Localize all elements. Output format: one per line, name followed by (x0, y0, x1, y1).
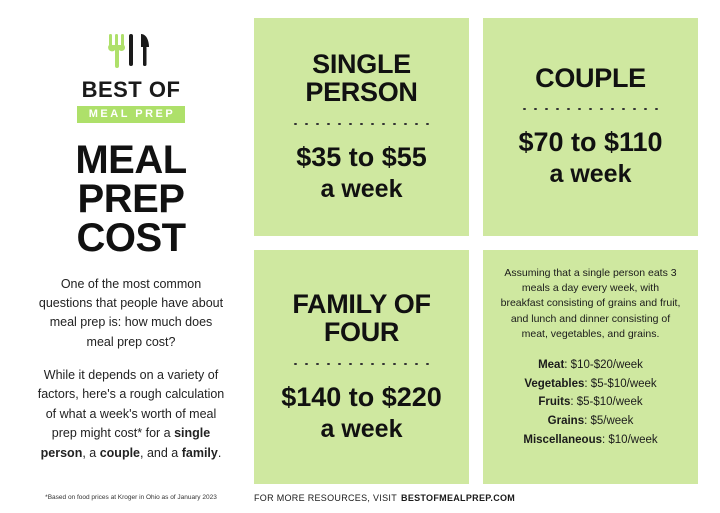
brand-sub-label: MEAL PREP (77, 106, 185, 123)
footer-text: FOR MORE RESOURCES, VISIT (254, 493, 398, 503)
cost-card-grid (254, 18, 698, 484)
cost-card-period: a week (320, 174, 403, 203)
list-item (523, 356, 657, 375)
right-column (240, 18, 698, 503)
page-title: MEAL PREP COST (75, 138, 187, 261)
intro-text (35, 275, 227, 463)
intro-p2-part-e: , and a (140, 445, 182, 460)
dotted-divider (516, 106, 665, 112)
assumption-label: Fruits (538, 396, 571, 409)
cost-card-title: FAMILY OF FOUR (292, 288, 431, 348)
cost-card-amount: $140 to $220 (281, 381, 442, 412)
brand-top-label: BEST OF (81, 77, 181, 102)
cost-card-family-of-four (254, 250, 469, 484)
intro-p2-couple: couple (99, 445, 141, 460)
intro-paragraph-1: One of the most common questions that people have about meal prep is: how much does meal prep cost? (38, 276, 224, 349)
assumption-value: : $5/week (584, 414, 634, 427)
cost-card-amount: $35 to $55 (296, 141, 427, 172)
footnote: *Based on food prices at Kroger in Ohio as of January 2023 (45, 494, 217, 501)
intro-p2-family: family (181, 445, 218, 460)
dotted-divider (287, 121, 436, 127)
assumption-label: Vegetables (524, 377, 585, 390)
list-item (523, 393, 657, 412)
utensils-icon (103, 32, 159, 73)
intro-p2-part-g: . (217, 445, 222, 460)
assumption-label: Meat (538, 359, 565, 372)
list-item (523, 412, 657, 431)
assumptions-text: Assuming that a single person eats 3 meals a day every week, with breakfast consisting of grains and fruit, and lunch and dinner consisting of meat, vegetables, and grains. (500, 267, 681, 340)
cost-card-couple (483, 18, 698, 236)
cost-card-title: COUPLE (535, 63, 646, 94)
assumption-value: : $5-$10/week (570, 396, 643, 409)
cost-card-single-person (254, 18, 469, 236)
assumptions-list (523, 356, 657, 449)
cost-card-title: SINGLE PERSON (305, 48, 418, 108)
brand-logo (77, 32, 185, 123)
intro-p2-part-c: , a (82, 445, 100, 460)
footer (254, 484, 698, 503)
assumption-label: Grains (547, 414, 585, 427)
list-item (523, 431, 657, 450)
left-column (22, 18, 240, 503)
assumptions-card (483, 250, 698, 484)
intro-p2-part-a: While it depends on a variety of factors, here's a rough calculation of what a week's worth of meal prep might cost* for a (37, 368, 225, 441)
assumption-value: : $10/week (602, 433, 658, 446)
intro-paragraph-2 (35, 366, 227, 463)
assumption-label: Miscellaneous (523, 433, 602, 446)
cost-card-period: a week (549, 160, 632, 189)
assumption-value: : $5-$10/week (584, 377, 657, 390)
list-item (523, 375, 657, 394)
cost-card-period: a week (320, 414, 403, 443)
intro-p2-single-person: single person (40, 426, 211, 460)
cost-card-amount: $70 to $110 (518, 127, 663, 158)
assumption-value: : $10-$20/week (564, 359, 643, 372)
dotted-divider (287, 361, 436, 367)
footer-website-link[interactable]: BESTOFMEALPREP.COM (401, 493, 516, 503)
